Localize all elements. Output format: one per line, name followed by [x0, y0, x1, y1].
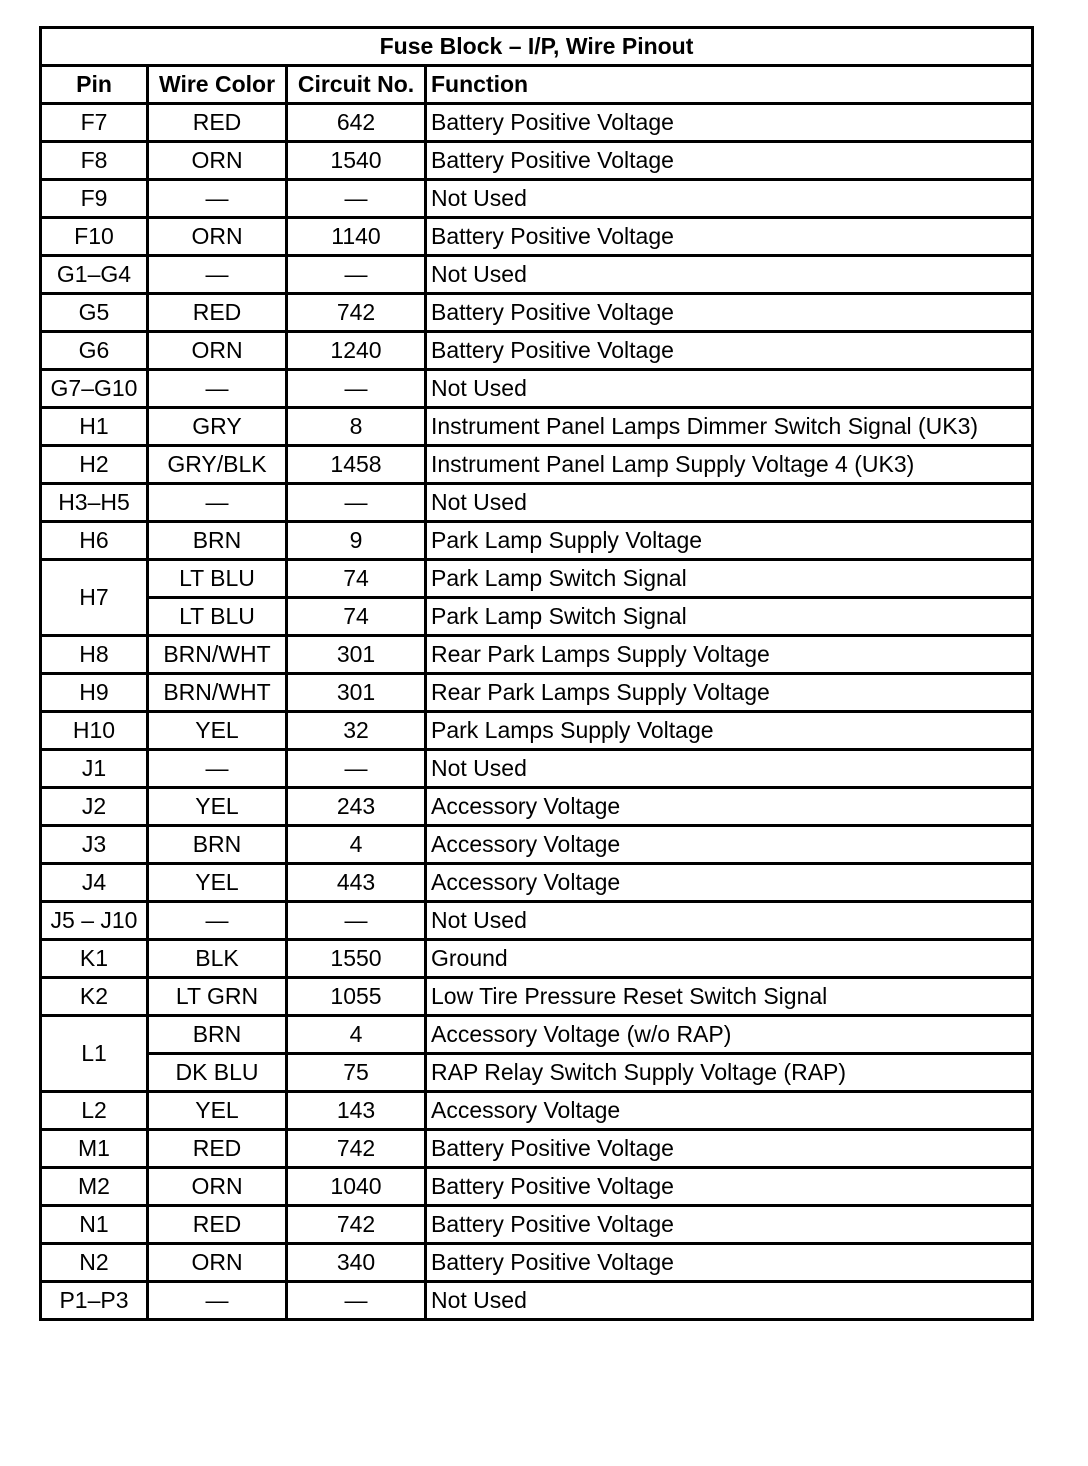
pin-cell: L1: [41, 1016, 148, 1092]
circuit-no-cell: 243: [287, 788, 426, 826]
function-cell: Battery Positive Voltage: [426, 218, 1033, 256]
circuit-no-cell: 742: [287, 1130, 426, 1168]
circuit-no-cell: 32: [287, 712, 426, 750]
wire-color-cell: —: [148, 1282, 287, 1320]
circuit-no-cell: —: [287, 370, 426, 408]
function-cell: Accessory Voltage: [426, 1092, 1033, 1130]
wire-color-cell: —: [148, 180, 287, 218]
circuit-no-cell: 8: [287, 408, 426, 446]
pin-cell: H7: [41, 560, 148, 636]
wire-color-cell: ORN: [148, 218, 287, 256]
pin-cell: P1–P3: [41, 1282, 148, 1320]
table-row: [41, 560, 1033, 598]
circuit-no-cell: 1550: [287, 940, 426, 978]
function-cell: Low Tire Pressure Reset Switch Signal: [426, 978, 1033, 1016]
function-cell: RAP Relay Switch Supply Voltage (RAP): [426, 1054, 1033, 1092]
table-row: [41, 180, 1033, 218]
function-cell: Not Used: [426, 256, 1033, 294]
pin-cell: J1: [41, 750, 148, 788]
pin-cell: G6: [41, 332, 148, 370]
table-row: [41, 940, 1033, 978]
table-row: [41, 636, 1033, 674]
pin-cell: G5: [41, 294, 148, 332]
circuit-no-cell: 301: [287, 636, 426, 674]
table-row: [41, 1130, 1033, 1168]
pin-cell: J2: [41, 788, 148, 826]
function-cell: Accessory Voltage: [426, 864, 1033, 902]
wire-color-cell: —: [148, 484, 287, 522]
wire-color-cell: BRN: [148, 1016, 287, 1054]
header-row: [41, 66, 1033, 104]
pin-cell: K2: [41, 978, 148, 1016]
circuit-no-cell: —: [287, 484, 426, 522]
wire-color-cell: YEL: [148, 1092, 287, 1130]
wire-color-cell: LT BLU: [148, 598, 287, 636]
table-row: [41, 370, 1033, 408]
wire-color-cell: RED: [148, 1130, 287, 1168]
table-row: [41, 1168, 1033, 1206]
table-row: [41, 1092, 1033, 1130]
circuit-no-cell: 74: [287, 560, 426, 598]
wire-color-cell: YEL: [148, 712, 287, 750]
wire-color-cell: —: [148, 750, 287, 788]
circuit-no-cell: 642: [287, 104, 426, 142]
table-row: [41, 674, 1033, 712]
function-cell: Accessory Voltage (w/o RAP): [426, 1016, 1033, 1054]
wire-color-cell: LT BLU: [148, 560, 287, 598]
circuit-no-cell: —: [287, 902, 426, 940]
function-cell: Instrument Panel Lamp Supply Voltage 4 (UK3): [426, 446, 1033, 484]
pin-cell: M2: [41, 1168, 148, 1206]
table-row: [41, 104, 1033, 142]
table-row: [41, 788, 1033, 826]
function-cell: Not Used: [426, 1282, 1033, 1320]
table-row: [41, 294, 1033, 332]
pin-cell: H3–H5: [41, 484, 148, 522]
function-cell: Not Used: [426, 484, 1033, 522]
title-row: [41, 28, 1033, 66]
circuit-no-cell: 75: [287, 1054, 426, 1092]
function-cell: Battery Positive Voltage: [426, 1244, 1033, 1282]
wire-color-cell: —: [148, 902, 287, 940]
circuit-no-cell: 1540: [287, 142, 426, 180]
wire-color-cell: BRN/WHT: [148, 636, 287, 674]
table-row: [41, 1244, 1033, 1282]
wire-color-cell: ORN: [148, 1244, 287, 1282]
wire-color-cell: BRN/WHT: [148, 674, 287, 712]
wire-color-cell: BRN: [148, 522, 287, 560]
wire-color-cell: ORN: [148, 1168, 287, 1206]
table-row: [41, 1206, 1033, 1244]
header-wire-color: Wire Color: [148, 66, 287, 104]
table-row: [41, 1054, 1033, 1092]
circuit-no-cell: 4: [287, 1016, 426, 1054]
function-cell: Battery Positive Voltage: [426, 294, 1033, 332]
wire-color-cell: RED: [148, 1206, 287, 1244]
circuit-no-cell: 9: [287, 522, 426, 560]
pin-cell: N2: [41, 1244, 148, 1282]
function-cell: Not Used: [426, 180, 1033, 218]
function-cell: Battery Positive Voltage: [426, 104, 1033, 142]
table-row: [41, 218, 1033, 256]
wire-color-cell: YEL: [148, 864, 287, 902]
function-cell: Park Lamp Switch Signal: [426, 598, 1033, 636]
circuit-no-cell: 4: [287, 826, 426, 864]
table-row: [41, 598, 1033, 636]
table-row: [41, 1282, 1033, 1320]
wire-color-cell: BRN: [148, 826, 287, 864]
table-row: [41, 978, 1033, 1016]
pin-cell: F10: [41, 218, 148, 256]
wire-color-cell: RED: [148, 104, 287, 142]
wire-color-cell: LT GRN: [148, 978, 287, 1016]
circuit-no-cell: 1055: [287, 978, 426, 1016]
function-cell: Battery Positive Voltage: [426, 1206, 1033, 1244]
function-cell: Rear Park Lamps Supply Voltage: [426, 636, 1033, 674]
circuit-no-cell: 742: [287, 1206, 426, 1244]
pin-cell: G1–G4: [41, 256, 148, 294]
pin-cell: G7–G10: [41, 370, 148, 408]
circuit-no-cell: —: [287, 1282, 426, 1320]
circuit-no-cell: 1458: [287, 446, 426, 484]
table-row: [41, 750, 1033, 788]
function-cell: Not Used: [426, 902, 1033, 940]
wire-color-cell: DK BLU: [148, 1054, 287, 1092]
wire-color-cell: —: [148, 370, 287, 408]
wire-color-cell: —: [148, 256, 287, 294]
pin-cell: J3: [41, 826, 148, 864]
wire-color-cell: GRY/BLK: [148, 446, 287, 484]
circuit-no-cell: 340: [287, 1244, 426, 1282]
pin-cell: F9: [41, 180, 148, 218]
pin-cell: H6: [41, 522, 148, 560]
wire-pinout-table: [39, 26, 1034, 1321]
pin-cell: J4: [41, 864, 148, 902]
circuit-no-cell: 1040: [287, 1168, 426, 1206]
wire-color-cell: ORN: [148, 332, 287, 370]
table-title: Fuse Block – I/P, Wire Pinout: [41, 28, 1033, 66]
function-cell: Not Used: [426, 750, 1033, 788]
function-cell: Not Used: [426, 370, 1033, 408]
pin-cell: F8: [41, 142, 148, 180]
wire-color-cell: BLK: [148, 940, 287, 978]
pin-cell: N1: [41, 1206, 148, 1244]
table-row: [41, 826, 1033, 864]
table-row: [41, 256, 1033, 294]
function-cell: Battery Positive Voltage: [426, 1168, 1033, 1206]
table-row: [41, 408, 1033, 446]
header-function: Function: [426, 66, 1033, 104]
header-pin: Pin: [41, 66, 148, 104]
pin-cell: J5 – J10: [41, 902, 148, 940]
table-row: [41, 484, 1033, 522]
pin-cell: F7: [41, 104, 148, 142]
function-cell: Rear Park Lamps Supply Voltage: [426, 674, 1033, 712]
table-row: [41, 332, 1033, 370]
table-row: [41, 902, 1033, 940]
function-cell: Accessory Voltage: [426, 788, 1033, 826]
function-cell: Park Lamp Supply Voltage: [426, 522, 1033, 560]
pin-cell: L2: [41, 1092, 148, 1130]
table-row: [41, 446, 1033, 484]
circuit-no-cell: —: [287, 750, 426, 788]
pin-cell: M1: [41, 1130, 148, 1168]
pinout-body: [41, 104, 1033, 1320]
circuit-no-cell: 1240: [287, 332, 426, 370]
function-cell: Battery Positive Voltage: [426, 1130, 1033, 1168]
circuit-no-cell: 1140: [287, 218, 426, 256]
function-cell: Instrument Panel Lamps Dimmer Switch Signal (UK3): [426, 408, 1033, 446]
circuit-no-cell: 443: [287, 864, 426, 902]
circuit-no-cell: —: [287, 256, 426, 294]
header-circuit-no: Circuit No.: [287, 66, 426, 104]
pin-cell: H8: [41, 636, 148, 674]
circuit-no-cell: 742: [287, 294, 426, 332]
wire-color-cell: RED: [148, 294, 287, 332]
pin-cell: H10: [41, 712, 148, 750]
pin-cell: H9: [41, 674, 148, 712]
table-row: [41, 142, 1033, 180]
function-cell: Park Lamp Switch Signal: [426, 560, 1033, 598]
table-row: [41, 1016, 1033, 1054]
function-cell: Accessory Voltage: [426, 826, 1033, 864]
function-cell: Park Lamps Supply Voltage: [426, 712, 1033, 750]
table-row: [41, 522, 1033, 560]
function-cell: Battery Positive Voltage: [426, 142, 1033, 180]
function-cell: Battery Positive Voltage: [426, 332, 1033, 370]
circuit-no-cell: 143: [287, 1092, 426, 1130]
wire-color-cell: YEL: [148, 788, 287, 826]
circuit-no-cell: 74: [287, 598, 426, 636]
wire-color-cell: ORN: [148, 142, 287, 180]
circuit-no-cell: 301: [287, 674, 426, 712]
wire-color-cell: GRY: [148, 408, 287, 446]
pin-cell: H1: [41, 408, 148, 446]
pin-cell: K1: [41, 940, 148, 978]
function-cell: Ground: [426, 940, 1033, 978]
circuit-no-cell: —: [287, 180, 426, 218]
pin-cell: H2: [41, 446, 148, 484]
table-row: [41, 712, 1033, 750]
table-row: [41, 864, 1033, 902]
